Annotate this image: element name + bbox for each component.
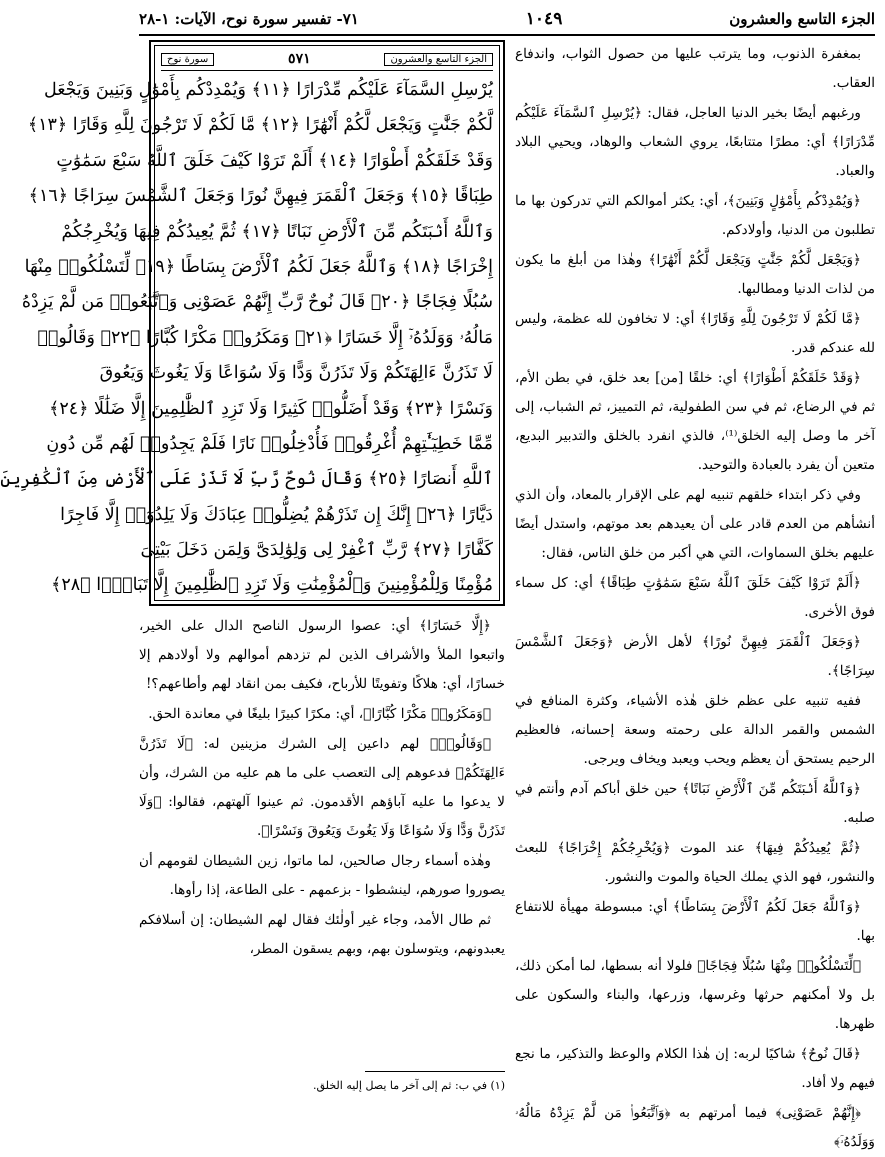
tafsir-column-left bbox=[139, 612, 505, 964]
tafsir-paragraph: ﴿ثُمَّ يُعِيدُكُمْ فِيهَا﴾ عند الموت ﴿وَيُخْرِجُكُمْ إِخْرَاجًا﴾ للبعث والنشور، فهو الذي يملك الحياة والموت والنشور. bbox=[515, 840, 875, 885]
quran-line: مِّمَّا خَطِيٓـَٰٔتِهِمْ أُغْرِقُوا۟ فَأُدْخِلُوا۟ نَارًا فَلَمْ يَجِدُوا۟ لَهُم مِّن دُونِ bbox=[46, 433, 493, 454]
tafsir-paragraph: ﴿إِلَّا خَسَارًا﴾ أي: عصوا الرسول الناصح الدال على الخير، واتبعوا الملأ والأشراف الذين لم تزدهم أموالهم ولا أولادهم إلا خسارًا، أي: هلاكًا وتفويتًا للأرباح، فكيف بمن انقاد لهم وأطاعهم؟! bbox=[139, 618, 505, 692]
tafsir-paragraph: وفي ذكر ابتداء خلقهم تنبيه لهم على الإقرار بالمعاد، وأن الذي أنشأهم من العدم قادر على أن يعيدهم بعد موتهم، واستدل أيضًا عليهم بخلق السماوات، التي هي أكبر من خلق الناس، فقال: bbox=[515, 487, 875, 561]
quran-line: مُؤْمِنًا وَلِلْمُؤْمِنِينَ وَٱلْمُؤْمِنَٰتِ وَلَا تَزِدِ ٱلظَّٰلِمِينَ إِلَّا تَبَارًۢا ﴿٢٨﴾ bbox=[51, 575, 493, 596]
quran-line: وَنَسْرًا ﴿٢٣﴾ وَقَدْ أَضَلُّوا۟ كَثِيرًا وَلَا تَزِدِ ٱلظَّٰلِمِينَ إِلَّا ضَلَٰلًا ﴿٢٤﴾ bbox=[49, 398, 493, 419]
quran-page-frame bbox=[0, 40, 505, 606]
quran-line: طِبَاقًا ﴿١٥﴾ وَجَعَلَ ٱلْقَمَرَ فِيهِنَّ نُورًا وَجَعَلَ ٱلشَّمْسَ سِرَاجًا ﴿١٦﴾ bbox=[28, 186, 493, 207]
quran-line: وَقَدْ خَلَقَكُمْ أَطْوَارًا ﴿١٤﴾ أَلَمْ تَرَوْا كَيْفَ خَلَقَ ٱللَّهُ سَبْعَ سَمَٰوَٰتٍ bbox=[56, 150, 493, 171]
tafsir-paragraph: ﴿إِنَّهُمْ عَصَوْنِى﴾ فيما أمرتهم به ﴿وَٱتَّبَعُوا۟ مَن لَّمْ يَزِدْهُ مَالُهُۥ وَوَلَدُهُۥٓ﴾ bbox=[515, 1105, 875, 1150]
tafsir-paragraph: ﴿وَمَكَرُوا۟ مَكْرًا كُبَّارًا﴾، أي: مكرًا كبيرًا بليغًا في معاندة الحق. bbox=[148, 706, 491, 722]
header-divider bbox=[139, 34, 875, 36]
header-surah-range: ٧١- تفسير سورة نوح، الآيات: ١-٢٨ bbox=[139, 10, 359, 28]
mushaf-surah-label: سورة نوح bbox=[161, 53, 214, 66]
tafsir-paragraph: ﴿وَجَعَلَ ٱلْقَمَرَ فِيهِنَّ نُورًا﴾ لأهل الأرض ﴿وَجَعَلَ ٱلشَّمْسَ سِرَاجًا﴾. bbox=[515, 634, 875, 679]
tafsir-paragraph: ﴿مَّا لَكُمْ لَا تَرْجُونَ لِلَّهِ وَقَارًا﴾ أي: لا تخافون لله عظمة، وليس لله عندكم قدر. bbox=[515, 311, 875, 356]
page-header bbox=[139, 6, 875, 32]
quran-line: سُبُلًا فِجَاجًا ﴿٢٠﴾ قَالَ نُوحٌ رَّبِّ إِنَّهُمْ عَصَوْنِى وَٱتَّبَعُوا۟ مَن لَّمْ يَزِدْهُ bbox=[21, 292, 493, 313]
column-left bbox=[0, 40, 505, 1102]
tafsir-paragraph: بمغفرة الذنوب، وما يترتب عليها من حصول الثواب، واندفاع العقاب. bbox=[515, 46, 875, 91]
tafsir-paragraph: ﴿وَيَجْعَل لَّكُمْ جَنَّٰتٍ وَيَجْعَل لَّكُمْ أَنْهَٰرًا﴾ وهٰذا من أبلغ ما يكون من لذات الدنيا ومطالبها. bbox=[515, 252, 875, 297]
mushaf-juz-label: الجزء التاسع والعشرون bbox=[384, 53, 493, 66]
quran-line: إِخْرَاجًا ﴿١٨﴾ وَٱللَّهُ جَعَلَ لَكُمُ ٱلْأَرْضَ بِسَاطًا ﴿١٩﴾ لِّتَسْلُكُوا۟ مِنْهَا bbox=[24, 256, 493, 277]
footnote: (١) في ب: ثم إلى آخر ما يصل إليه الخلق. bbox=[313, 1079, 505, 1092]
tafsir-paragraph: ﴿وَٱللَّهُ أَنۢبَتَكُم مِّنَ ٱلْأَرْضِ نَبَاتًا﴾ حين خلق أباكم آدم وأنتم في صلبه. bbox=[515, 781, 875, 826]
page-number: ١٠٤٩ bbox=[525, 9, 563, 29]
tafsir-paragraph: ﴿قَالَ نُوحٌ﴾ شاكيًا لربه: إن هٰذا الكلام والوعظ والتذكير، ما نجع فيهم ولا أفاد. bbox=[515, 1046, 875, 1091]
mushaf-page-number: ٥٧١ bbox=[288, 51, 311, 67]
tafsir-column-right bbox=[515, 40, 875, 1150]
quran-line: وَٱللَّهُ أَنۢبَتَكُم مِّنَ ٱلْأَرْضِ نَبَاتًا ﴿١٧﴾ ثُمَّ يُعِيدُكُمْ فِيهَا وَيُخْرِجُكُمْ bbox=[61, 221, 493, 242]
quran-line: مَالُهُۥ وَوَلَدُهُۥٓ إِلَّا خَسَارًا ﴿٢١﴾ وَمَكَرُوا۟ مَكْرًا كُبَّارًا ﴿٢٢﴾ وَقَالُوا۟ bbox=[37, 327, 493, 348]
quran-line: كَفَّارًا ﴿٢٧﴾ رَّبِّ ٱغْفِرْ لِى وَلِوَٰلِدَىَّ وَلِمَن دَخَلَ بَيْتِىَ bbox=[140, 540, 493, 561]
quran-page-inner bbox=[0, 45, 500, 601]
tafsir-paragraph: ﴿وَقَدْ خَلَقَكُمْ أَطْوَارًا﴾ أي: خلقًا [من] بعد خلق، في بطن الأم، ثم في الرضاع، ثم في سن الطفولية، ثم التمييز، ثم الشباب، إلى آخر ما وصل إليه الخلق⁽¹⁾، فالذي انفرد بالخلق والتدبير البديع، متعين أن يفرد بالعبادة والتوحيد. bbox=[515, 370, 875, 473]
tafsir-paragraph: ﴿وَٱللَّهُ جَعَلَ لَكُمُ ٱلْأَرْضَ بِسَاطًا﴾ أي: مبسوطة مهيأة للانتفاع بها. bbox=[515, 899, 875, 944]
quran-line: لَّكُمْ جَنَّٰتٍ وَيَجْعَل لَّكُمْ أَنْهَٰرًا ﴿١٢﴾ مَّا لَكُمْ لَا تَرْجُونَ لِلَّهِ وَقَارًا ﴿١٣﴾ bbox=[27, 115, 493, 136]
quran-line: ٱللَّهِ أَنصَارًا ﴿٢٥﴾ وَقَالَ نُوحٌ رَّبِّ لَا تَذَرْ عَلَى ٱلْأَرْضِ مِنَ ٱلْكَٰفِرِينَ bbox=[0, 469, 493, 490]
header-juz: الجزء التاسع والعشرون bbox=[729, 10, 875, 28]
tafsir-paragraph: ﴿لِّتَسْلُكُوا۟ مِنْهَا سُبُلًا فِجَاجًا﴾ فلولا أنه بسطها، لما أمكن ذلك، بل ولا أمكنهم حرثها وغرسها، وزرعها، والبناء والسكون على ظهرها. bbox=[515, 958, 875, 1032]
quran-line: دَيَّارًا ﴿٢٦﴾ إِنَّكَ إِن تَذَرْهُمْ يُضِلُّوا۟ عِبَادَكَ وَلَا يَلِدُوٓا۟ إِلَّا فَاجِرًا bbox=[60, 504, 493, 525]
tafsir-paragraph: ثم طال الأمد، وجاء غير أولٰئك فقال لهم الشيطان: إن أسلافكم يعبدونهم، ويتوسلون بهم، وبهم يسقون المطر، bbox=[139, 912, 505, 957]
quran-line: يُرْسِلِ السَّمَآءَ عَلَيْكُم مِّدْرَارًا ﴿١١﴾ وَيُمْدِدْكُم بِأَمْوَٰلٍ وَبَنِينَ وَيَجْعَل bbox=[43, 80, 493, 100]
tafsir-paragraph: ﴿أَلَمْ تَرَوْا كَيْفَ خَلَقَ ٱللَّهُ سَبْعَ سَمَٰوَٰتٍ طِبَاقًا﴾ أي: كل سماء فوق الأخرى. bbox=[515, 575, 875, 620]
quran-page-header bbox=[161, 50, 493, 71]
tafsir-paragraph: وهٰذه أسماء رجال صالحين، لما ماتوا، زين الشيطان لقومهم أن يصوروا صورهم، لينشطوا - بزعمهم - على الطاعة، إذا رأوها. bbox=[139, 853, 505, 898]
tafsir-paragraph: ﴿وَيُمْدِدْكُم بِأَمْوَٰلٍ وَبَنِينَ﴾، أي: يكثر أموالكم التي تدركون بها ما تطلبون من الدنيا، وأولادكم. bbox=[515, 193, 875, 238]
tafsir-paragraph: ففيه تنبيه على عظم خلق هٰذه الأشياء، وكثرة المنافع في الشمس والقمر الدالة على رحمته وسعة إحسانه، فالعظيم الرحيم يستحق أن يعظم ويحب ويعبد ويخاف ويرجى. bbox=[515, 693, 875, 767]
tafsir-paragraph: ﴿وَقَالُوا۟﴾ لهم داعين إلى الشرك مزينين له: ﴿لَا تَذَرُنَّ ءَالِهَتَكُمْ﴾ فدعوهم إلى التعصب على ما هم عليه من الشرك، وأن لا يدعوا ما عليه آباؤهم الأقدمون. ثم عينوا آلهتهم، فقالوا: ﴿وَلَا تَذَرُنَّ وَدًّا وَلَا سُوَاعًا وَلَا يَغُوثَ وَيَعُوقَ وَنَسْرًا﴾. bbox=[139, 736, 505, 839]
quran-line: لَا تَذَرُنَّ ءَالِهَتَكُمْ وَلَا تَذَرُنَّ وَدًّا وَلَا سُوَاعًا وَلَا يَغُوثَ وَيَعُوقَ bbox=[99, 363, 493, 384]
footnote-divider bbox=[365, 1071, 505, 1072]
tafsir-paragraph: ورغبهم أيضًا بخير الدنيا العاجل، فقال: ﴿يُرْسِلِ ٱلسَّمَآءَ عَلَيْكُم مِّدْرَارًا﴾ أي: مطرًا متتابعًا، يروي الشعاب والوهاد، ويحيي البلاد والعباد. bbox=[515, 105, 875, 179]
